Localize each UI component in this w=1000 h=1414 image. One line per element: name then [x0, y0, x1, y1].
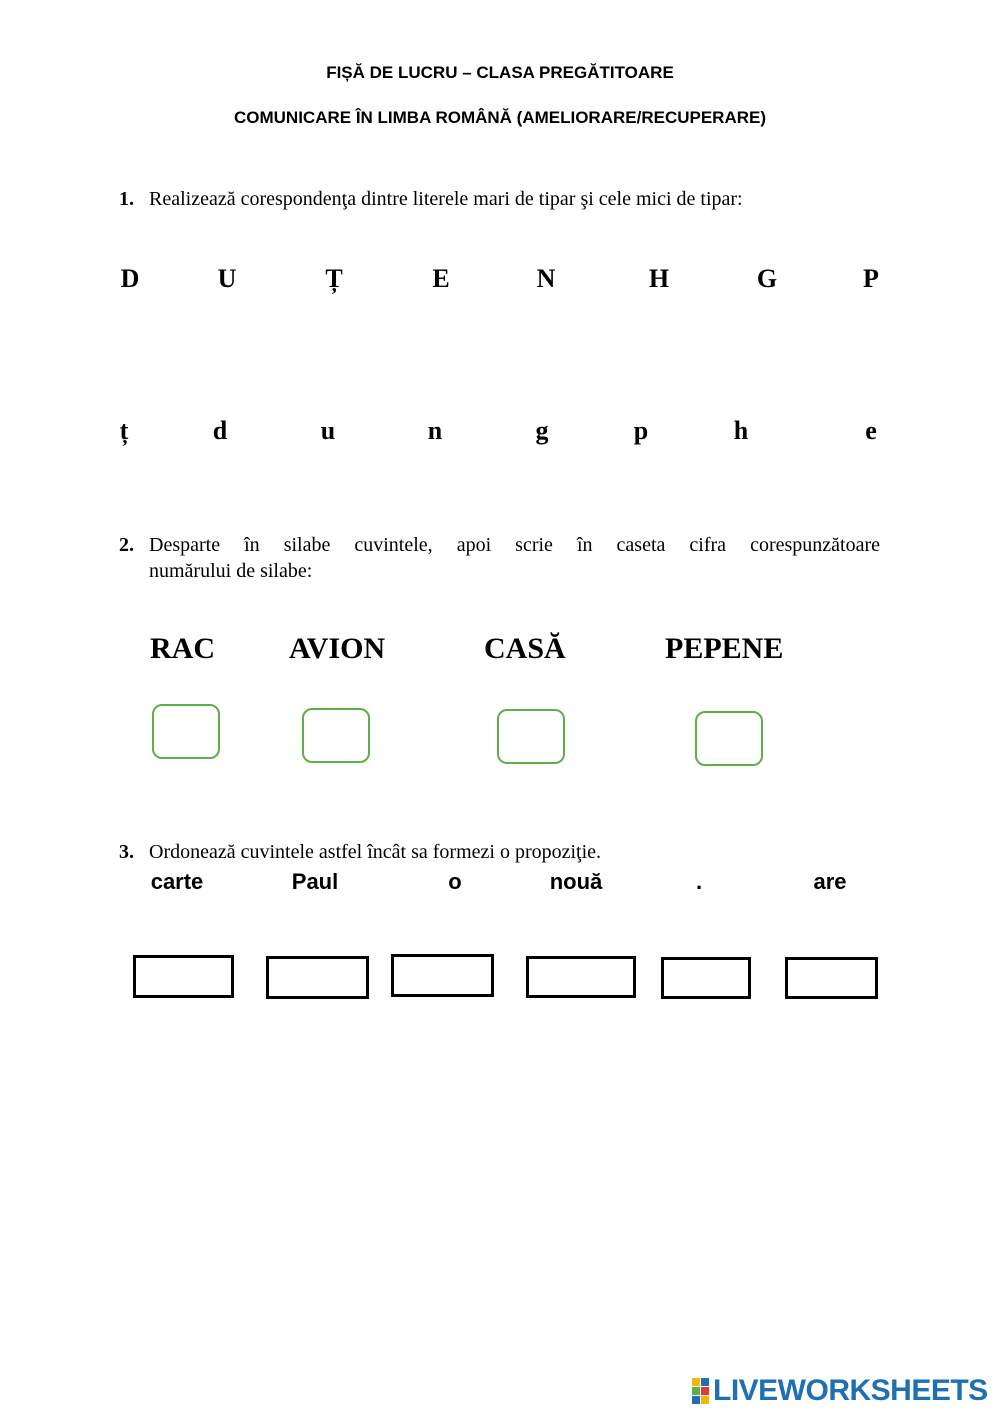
sentence-word[interactable]: o — [448, 869, 462, 894]
lowercase-letter[interactable]: p — [633, 416, 649, 445]
uppercase-letter[interactable]: E — [432, 264, 450, 293]
answer-box[interactable] — [661, 957, 751, 999]
uppercase-letter[interactable]: Ț — [325, 264, 343, 293]
answer-box[interactable] — [785, 957, 878, 999]
sentence-word[interactable]: Paul — [291, 869, 339, 894]
liveworksheets-logo-icon — [692, 1378, 709, 1404]
logo-text: LIVEWORKSHEETS — [713, 1374, 988, 1407]
lowercase-letter[interactable]: d — [212, 416, 228, 445]
answer-box[interactable] — [266, 956, 369, 999]
syllable-word: RAC — [150, 632, 215, 665]
exercise-1-instruction: Realizează corespondenţa dintre literele mari de tipar şi cele mici de tipar: — [149, 188, 743, 210]
sentence-word[interactable]: . — [695, 869, 703, 894]
lowercase-letter[interactable]: e — [865, 416, 877, 445]
syllable-word: CASĂ — [484, 632, 566, 665]
uppercase-letter[interactable]: H — [648, 264, 670, 293]
answer-box[interactable] — [526, 956, 636, 998]
liveworksheets-logo — [692, 1374, 988, 1408]
exercise-3-instruction: Ordonează cuvintele astfel încât sa formezi o propoziţie. — [149, 841, 602, 863]
lowercase-letter[interactable]: h — [733, 416, 749, 445]
lowercase-letter[interactable]: g — [535, 416, 549, 445]
syllable-count-box[interactable] — [497, 709, 565, 764]
syllable-count-box[interactable] — [695, 711, 763, 766]
sentence-word[interactable]: nouă — [549, 869, 603, 894]
exercise-3-number: 3. — [119, 841, 134, 863]
worksheet-title: FIȘĂ DE LUCRU – CLASA PREGĂTITOARE — [326, 63, 674, 82]
exercise-2-instruction-line2: numărului de silabe: — [149, 560, 313, 582]
lowercase-letter[interactable]: ț — [119, 416, 129, 445]
syllable-count-box[interactable] — [152, 704, 220, 759]
lowercase-letter[interactable]: n — [427, 416, 443, 445]
exercise-2-instruction-line1: Desparte în silabe cuvintele, apoi scrie în caseta cifra corespunzătoare — [149, 534, 880, 556]
sentence-word[interactable]: are — [813, 869, 847, 894]
sentence-word[interactable]: carte — [150, 869, 204, 894]
uppercase-letter[interactable]: D — [120, 264, 140, 293]
worksheet-subtitle: COMUNICARE ÎN LIMBA ROMÂNĂ (AMELIORARE/RECUPERARE) — [233, 108, 767, 127]
uppercase-letter[interactable]: N — [536, 264, 556, 293]
uppercase-letter[interactable]: G — [756, 264, 778, 293]
uppercase-letter[interactable]: U — [217, 264, 237, 293]
uppercase-letter[interactable]: P — [863, 264, 879, 293]
syllable-word: PEPENE — [665, 632, 784, 665]
exercise-1-number: 1. — [119, 188, 134, 210]
exercise-2-number: 2. — [119, 534, 134, 556]
syllable-word: AVION — [289, 632, 386, 665]
syllable-count-box[interactable] — [302, 708, 370, 763]
lowercase-letter[interactable]: u — [320, 416, 336, 445]
answer-box[interactable] — [133, 955, 234, 998]
answer-box[interactable] — [391, 954, 494, 997]
